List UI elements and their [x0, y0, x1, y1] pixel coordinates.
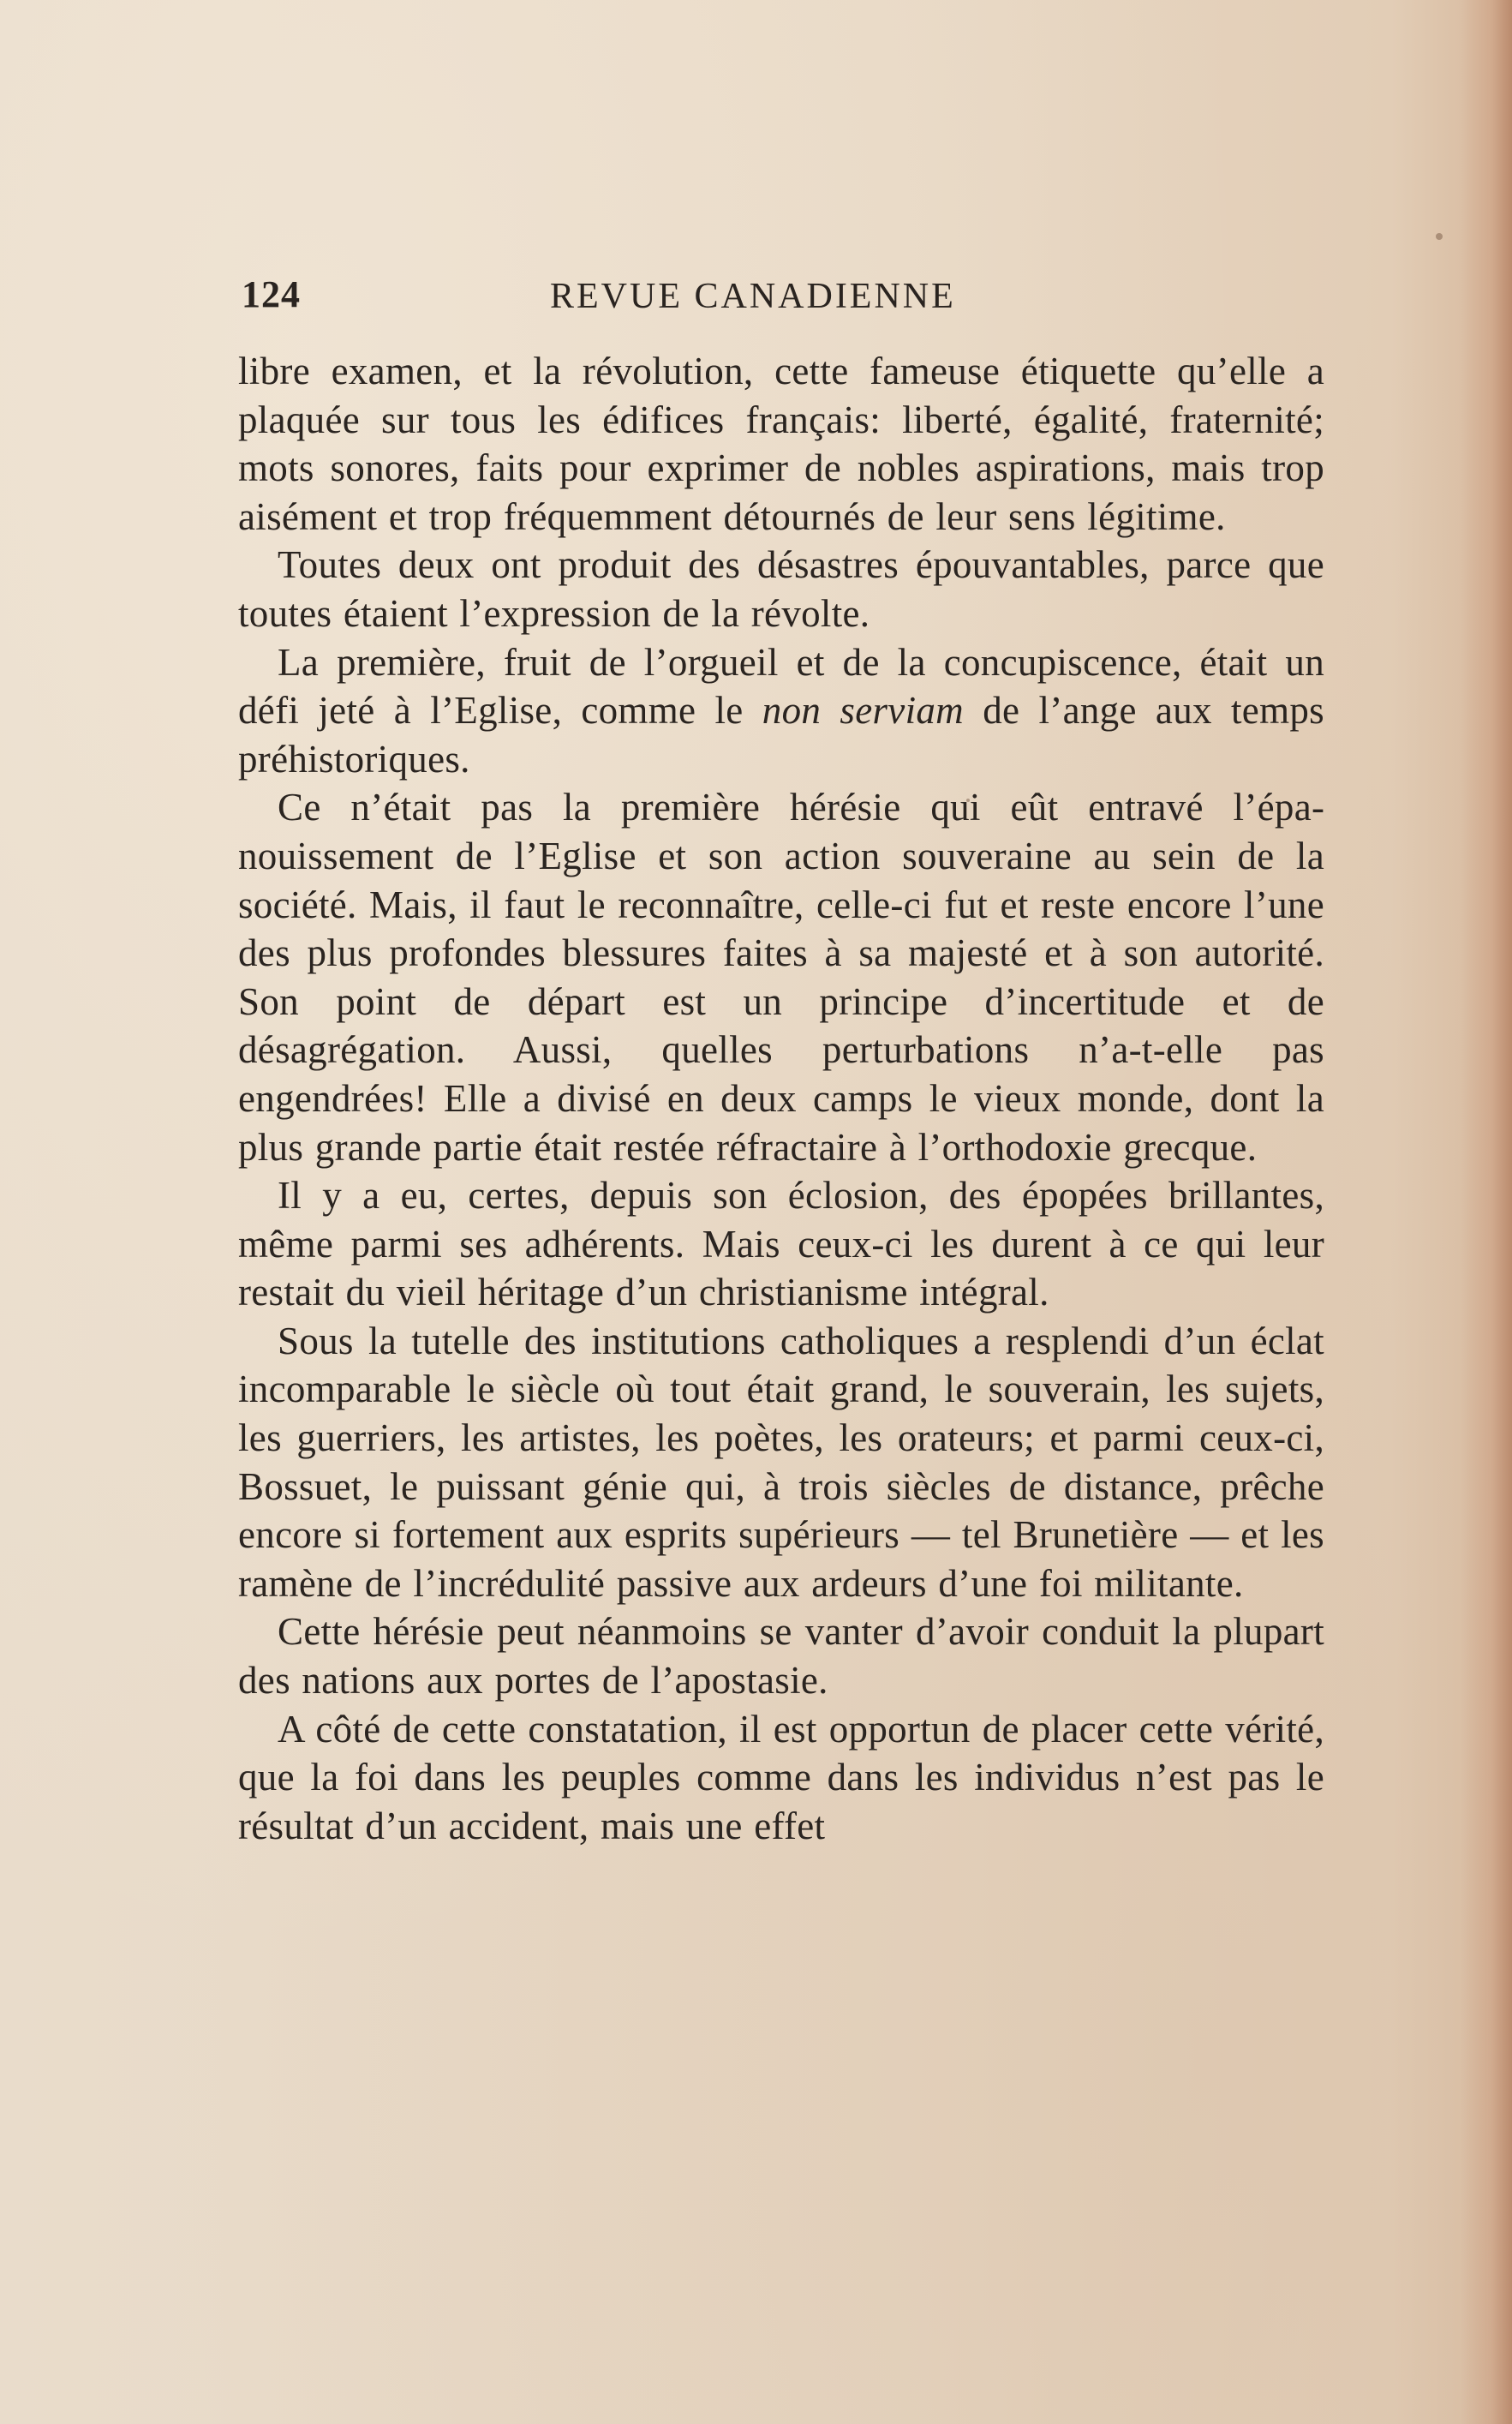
latin-quote: non serviam [762, 689, 964, 733]
paragraph: Toutes deux ont produit des désastres épouvantables, parce que toutes étaient l’expression de la révolte. [238, 543, 1324, 635]
paragraph: libre examen, et la révolution, cette fameuse étiquette qu’elle a plaquée sur tous les édifices français: liberté, égalité, fraternité; mots sonores, faits pour exprimer de nobles aspirations, mais trop aisément et trop fréquemment détournés de leur sens légitime. [238, 350, 1324, 538]
article-body [238, 347, 1324, 1850]
paragraph: Sous la tutelle des institutions catholiques a resplendi d’un éclat incomparable le siècle où tout était grand, le souverain, les sujets, les guerriers, les artistes, les poètes, les orateurs; et parmi ceux-ci, Bossuet, le puissant génie qui, à trois siècles de distance, prêche encore si fortement aux esprits supérieurs — tel Brunetière — et les ramène de l’incrédulité passive aux ardeurs d’une foi militante. [238, 1319, 1324, 1605]
paragraph: Il y a eu, certes, depuis son éclosion, des épopées brillantes, même parmi ses adhérents. Mais ceux-ci les durent à ce qui leur restait du vieil héritage d’un christianisme intégral. [238, 1174, 1324, 1314]
paragraph: Ce n’était pas la première hérésie qui eût entravé l’épanouissement de l’Eglise et son action souveraine au sein de la société. Mais, il faut le reconnaître, celle-ci fut et reste encore l’une des plus profondes blessures faites à sa majesté et à son autorité. Son point de départ est un principe d’incertitude et de désagrégation. Aussi, quelles perturbations n’a-t-elle pas engendrées! Elle a divisé en deux camps le vieux monde, dont la plus grande partie était restée réfractaire à l’orthodoxie grecque. [238, 786, 1324, 1169]
ink-speck [1436, 233, 1443, 240]
paragraph: Cette hérésie peut néanmoins se vanter d’avoir conduit la plupart des nations aux portes de l’apostasie. [238, 1610, 1324, 1703]
paragraph-text: de l’ange aux temps préhistoriques. [238, 689, 1324, 781]
paragraph-text: La première, fruit de l’orgueil et de la concupiscence, était un défi jeté à l’Eglise, comme le [238, 640, 1324, 733]
paragraph: A côté de cette constatation, il est opportun de placer cette vérité, que la foi dans les peuples comme dans les individus n’est pas le résultat d’un accident, mais une effet [238, 1707, 1324, 1847]
page-number: 124 [242, 273, 301, 315]
journal-title: REVUE CANADIENNE [550, 277, 956, 316]
paragraph [238, 638, 1324, 784]
page-edge-shadow [1461, 0, 1512, 2424]
running-head [242, 272, 1321, 324]
